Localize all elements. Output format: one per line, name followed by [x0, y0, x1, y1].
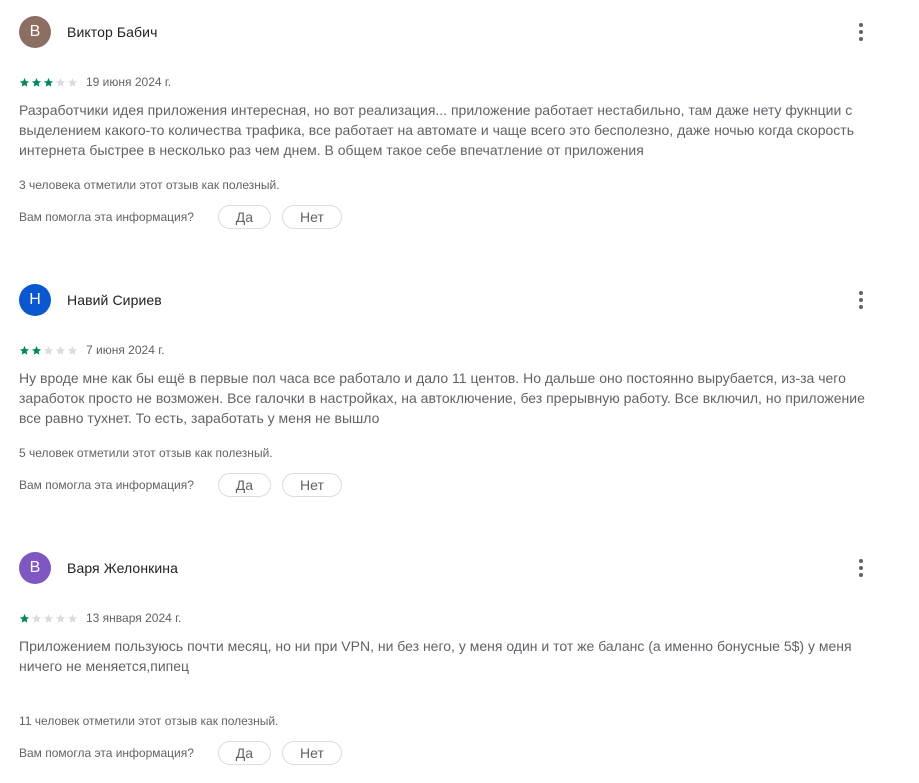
star-empty-icon	[43, 613, 54, 624]
helpful-yes-button[interactable]: Да	[218, 741, 271, 765]
review-card	[0, 268, 919, 518]
avatar: В	[19, 552, 51, 584]
star-filled-icon	[19, 77, 30, 88]
star-empty-icon	[55, 345, 66, 356]
helpful-no-button[interactable]: Нет	[282, 741, 342, 765]
helpful-count: 5 человек отметили этот отзыв как полезный.	[19, 446, 273, 460]
review-meta	[19, 342, 164, 358]
review-date: 13 января 2024 г.	[86, 611, 182, 625]
helpful-question: Вам помогла эта информация?	[19, 746, 194, 760]
star-filled-icon	[31, 77, 42, 88]
star-empty-icon	[67, 613, 78, 624]
star-rating	[19, 345, 78, 356]
star-filled-icon	[31, 345, 42, 356]
review-header	[19, 552, 889, 584]
star-rating	[19, 613, 78, 624]
helpful-feedback	[19, 473, 342, 497]
more-vert-icon[interactable]	[845, 552, 877, 584]
helpful-no-button[interactable]: Нет	[282, 205, 342, 229]
avatar: Н	[19, 284, 51, 316]
helpful-count: 3 человека отметили этот отзыв как полезный.	[19, 178, 280, 192]
review-text: Ну вроде мне как бы ещё в первые пол часа все работало и дало 11 центов. Но дальше оно постоянно вырубается, из-за чего заработок просто не возможен. Все галочки в настройках, на автоключение, без прерывную работу. Все включил, но приложение все равно тухнет. То есть, заработать у меня не вышло	[19, 370, 865, 426]
star-empty-icon	[67, 77, 78, 88]
more-vert-icon[interactable]	[845, 16, 877, 48]
star-rating	[19, 77, 78, 88]
helpful-question: Вам помогла эта информация?	[19, 478, 194, 492]
review-text: Приложением пользуюсь почти месяц, но ни при VPN, ни без него, у меня один и тот же баланс (а именно бонусные 5$) у меня ничего не меняется,пипец	[19, 638, 852, 674]
helpful-count: 11 человек отметили этот отзыв как полезный.	[19, 714, 279, 728]
star-empty-icon	[55, 613, 66, 624]
avatar: В	[19, 16, 51, 48]
helpful-feedback	[19, 205, 342, 229]
star-filled-icon	[43, 77, 54, 88]
review-text: Разработчики идея приложения интересная, но вот реализация... приложение работает нестабильно, там даже нету фукнции с выделением какого-то количества трафика, все работает на автомате и чаще всего это бесполезно, даже ночью когда скорость интернета быстрее в несколько раз чем днем. В общем такое себе впечатление от приложения	[19, 102, 854, 158]
helpful-no-button[interactable]: Нет	[282, 473, 342, 497]
author-name: Виктор Бабич	[67, 24, 158, 40]
star-empty-icon	[55, 77, 66, 88]
star-empty-icon	[67, 345, 78, 356]
review-card	[0, 536, 919, 783]
star-filled-icon	[19, 345, 30, 356]
review-header	[19, 16, 889, 48]
star-empty-icon	[43, 345, 54, 356]
star-filled-icon	[19, 613, 30, 624]
helpful-yes-button[interactable]: Да	[218, 473, 271, 497]
author-name: Варя Желонкина	[67, 560, 179, 576]
review-date: 7 июня 2024 г.	[86, 343, 165, 357]
author-name: Навий Сириев	[67, 292, 162, 308]
star-empty-icon	[31, 613, 42, 624]
helpful-question: Вам помогла эта информация?	[19, 210, 194, 224]
review-meta	[19, 74, 171, 90]
review-card	[0, 0, 919, 250]
review-date: 19 июня 2024 г.	[86, 75, 172, 89]
helpful-yes-button[interactable]: Да	[218, 205, 271, 229]
helpful-feedback	[19, 741, 342, 765]
review-meta	[19, 610, 181, 626]
review-header	[19, 284, 889, 316]
more-vert-icon[interactable]	[845, 284, 877, 316]
